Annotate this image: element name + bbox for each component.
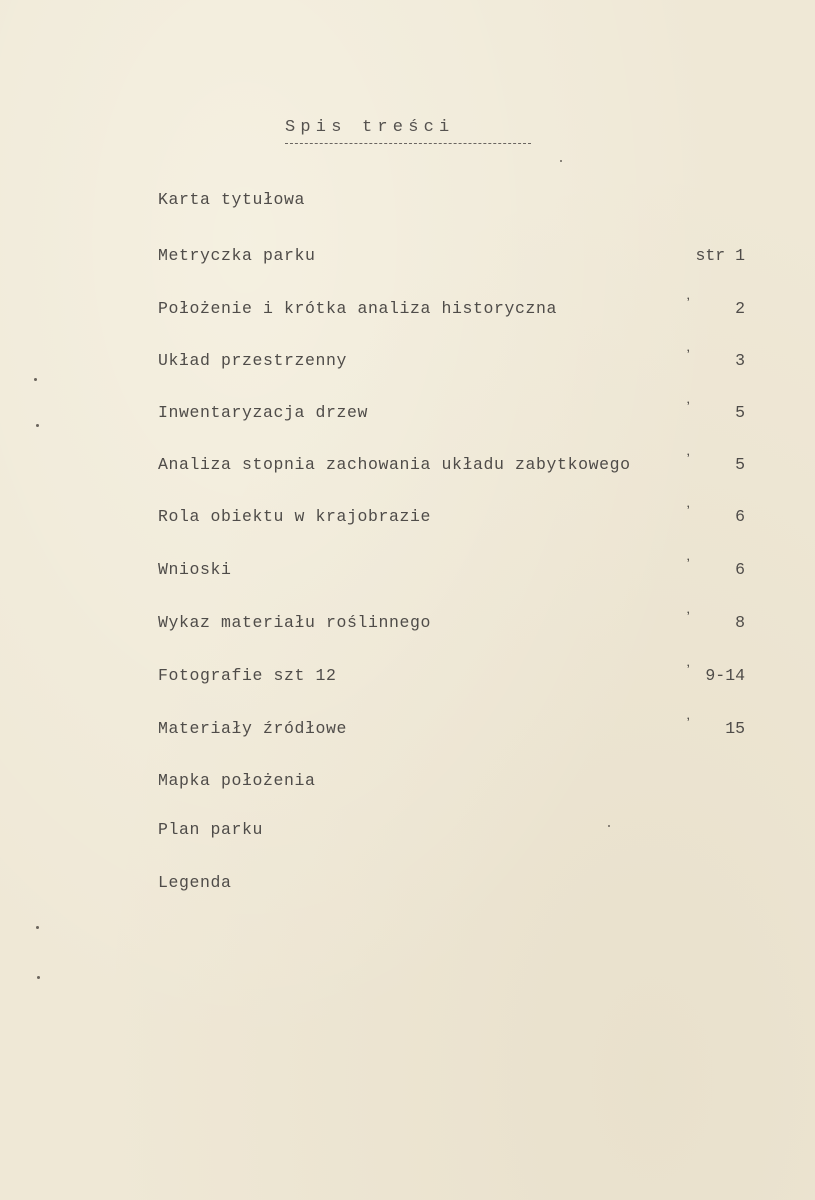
toc-entry-page: 6 [735,560,745,579]
ditto-mark: ʼ [684,349,693,365]
toc-entry-label: Metryczka parku [158,246,316,265]
paper-speck [37,976,40,979]
paper-speck [608,825,610,827]
toc-entry [0,351,815,377]
toc-entry-page: 5 [735,455,745,474]
toc-entry [0,455,815,481]
ditto-mark: ʼ [684,401,693,417]
toc-entry-label: Mapka położenia [158,771,316,790]
toc-entry-label: Karta tytułowa [158,190,306,209]
toc-entry [0,666,815,692]
toc-entry [0,771,815,797]
toc-entry-label: Materiały źródłowe [158,719,348,738]
toc-entry-label: Inwentaryzacja drzew [158,403,369,422]
ditto-mark: ʼ [684,558,693,574]
toc-entry-page: 9-14 [705,666,745,685]
toc-entry-page: 8 [735,613,745,632]
toc-entry-label: Układ przestrzenny [158,351,348,370]
toc-entry [0,190,815,216]
ditto-mark: ʼ [684,453,693,469]
toc-entry-label: Legenda [158,873,232,892]
page-title: Spis treści [285,118,455,137]
toc-entry [0,613,815,639]
toc-entry [0,507,815,533]
toc-entry-label: Wnioski [158,560,232,579]
ditto-mark: ʼ [684,664,693,680]
toc-entry-label: Fotografie szt 12 [158,666,337,685]
ditto-mark: ʼ [684,611,693,627]
toc-entry-page: 6 [735,507,745,526]
toc-entry-page: 2 [735,299,745,318]
ditto-mark: ʼ [684,297,693,313]
toc-entry [0,403,815,429]
title-underline [285,143,531,144]
toc-entry [0,820,815,846]
toc-entry-label: Rola obiektu w krajobrazie [158,507,432,526]
toc-entry [0,246,815,272]
toc-entry-page: 5 [735,403,745,422]
ditto-mark: ʼ [684,505,693,521]
toc-entry-page: str 1 [695,246,745,265]
toc-entry [0,719,815,745]
toc-entry [0,873,815,899]
toc-entry-page: 15 [725,719,745,738]
toc-entry-label: Położenie i krótka analiza historyczna [158,299,558,318]
toc-entry-label: Wykaz materiału roślinnego [158,613,432,632]
paper-speck [34,378,37,381]
toc-entry [0,299,815,325]
paper-speck [560,160,562,162]
toc-entry [0,560,815,586]
toc-entry-page: 3 [735,351,745,370]
toc-entry-label: Analiza stopnia zachowania układu zabytkowego [158,455,631,474]
ditto-mark: ʼ [684,717,693,733]
paper-speck [36,926,39,929]
toc-entry-label: Plan parku [158,820,264,839]
paper-speck [36,424,39,427]
